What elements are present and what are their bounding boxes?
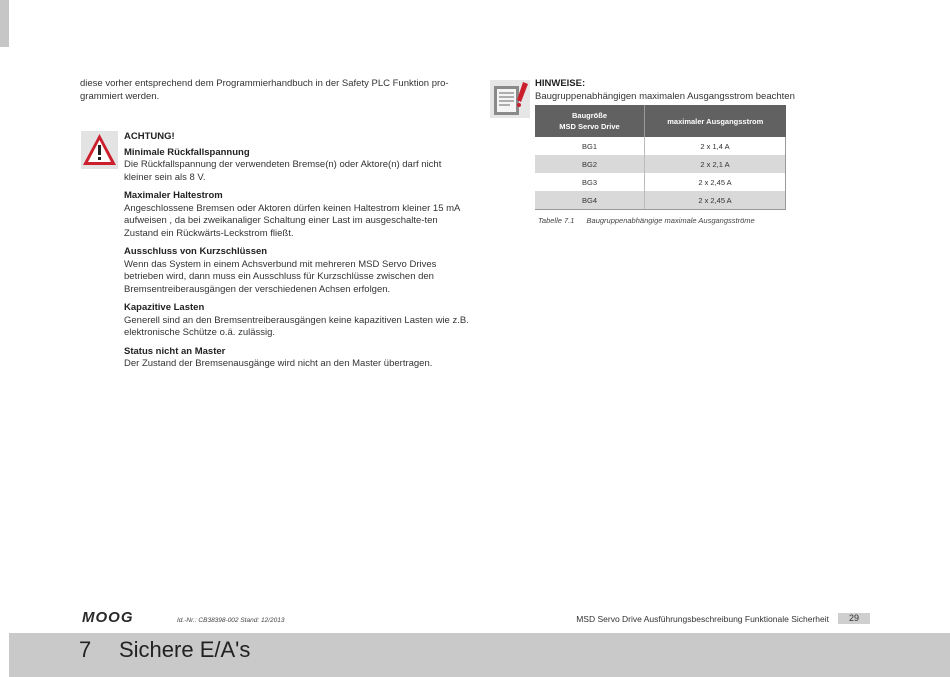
table-cell-current: 2 x 1,4 A — [645, 137, 786, 155]
chapter-number: 7 — [79, 637, 92, 662]
table-header-size — [535, 105, 645, 137]
intro-paragraph: diese vorher entsprechend dem Programmierhandbuch in der Safety PLC Funktion pro-grammiert werden. — [80, 78, 449, 102]
warning-item-title: Minimale Rückfallspannung — [124, 146, 250, 158]
warning-item — [124, 190, 469, 240]
warning-item-text: Der Zustand der Bremsenausgänge wird nicht an den Master übertragen. — [124, 358, 433, 369]
table-cell-size: BG2 — [535, 155, 645, 173]
warning-item-text: Die Rückfallspannung der verwendeten Bremse(n) oder Aktore(n) darf nicht kleiner sein als 8 V. — [124, 159, 442, 183]
warning-item-text: Wenn das System in einem Achsverbund mit mehreren MSD Servo Drives betrieben wird, dann muss ein Ausschluss für Kurzschlüsse zwischen den Bremsentreiberausgängen der verschiedenen Achsen erfolgen. — [124, 258, 437, 295]
table-header-row — [535, 105, 786, 137]
table-cell-size: BG1 — [581, 141, 597, 151]
table-row — [535, 155, 786, 173]
notes-text: Baugruppenabhängigen maximalen Ausgangsstrom beachten — [535, 90, 795, 102]
chapter-title: Sichere E/A's — [119, 637, 251, 662]
warning-triangle-icon — [81, 131, 118, 169]
table-header-current: maximaler Ausgangsstrom — [645, 105, 786, 137]
table-cell-current: 2 x 2,1 A — [645, 155, 786, 173]
warning-box — [124, 131, 469, 377]
warning-item-text: Generell sind an den Bremsentreiberausgängen keine kapazitiven Lasten wie z.B. elektronische Schütze o.ä. zulässig. — [124, 314, 469, 338]
document-title: MSD Servo Drive Ausführungsbeschreibung Funktionale Sicherheit — [576, 614, 829, 624]
notes-box — [535, 78, 835, 103]
chapter-banner — [9, 633, 950, 677]
table-cell-size: BG4 — [535, 191, 645, 210]
output-current-table — [535, 105, 786, 210]
warning-item — [124, 147, 469, 185]
table-header-size-line1: Baugröße — [571, 111, 607, 120]
warning-item-title: Status nicht an Master — [124, 345, 226, 357]
warning-item-title: Kapazitive Lasten — [124, 302, 205, 313]
table-cell-current: 2 x 2,45 A — [645, 191, 786, 210]
page-number: 29 — [838, 613, 870, 624]
warning-item-title: Ausschluss von Kurzschlüssen — [124, 246, 268, 257]
table-cell-current: 2 x 2,45 A — [645, 173, 786, 191]
warning-item — [124, 346, 469, 371]
notepad-icon — [490, 80, 530, 118]
warning-item — [124, 302, 469, 340]
warning-item — [124, 246, 469, 296]
notes-heading: HINWEISE: — [535, 78, 586, 89]
moog-logo: MOOG — [82, 609, 134, 626]
page-edge-tab — [0, 0, 9, 47]
table-cell-size: BG3 — [581, 177, 597, 187]
table-caption-number: Tabelle 7.1 — [538, 216, 575, 225]
warning-item-text: Angeschlossene Bremsen oder Aktoren dürfen keinen Haltestrom kleiner 15 mA aufweisen , da bei zweikanaliger Schaltung einer Last im ausgeschalte-ten Zustand ein Rückwärts-Leckstrom fließt. — [124, 202, 460, 239]
warning-heading: ACHTUNG! — [124, 131, 175, 142]
table-row — [535, 191, 786, 210]
table-header-size-line2: MSD Servo Drive — [559, 122, 620, 131]
document-id: Id.-Nr.: CB38398-002 Stand: 12/2013 — [177, 617, 285, 624]
table-row — [535, 173, 786, 191]
warning-item-title: Maximaler Haltestrom — [124, 190, 223, 201]
table-row — [535, 137, 786, 155]
table-caption-text: Baugruppenabhängige maximale Ausgangsströme — [586, 216, 755, 225]
table-caption — [538, 216, 755, 225]
